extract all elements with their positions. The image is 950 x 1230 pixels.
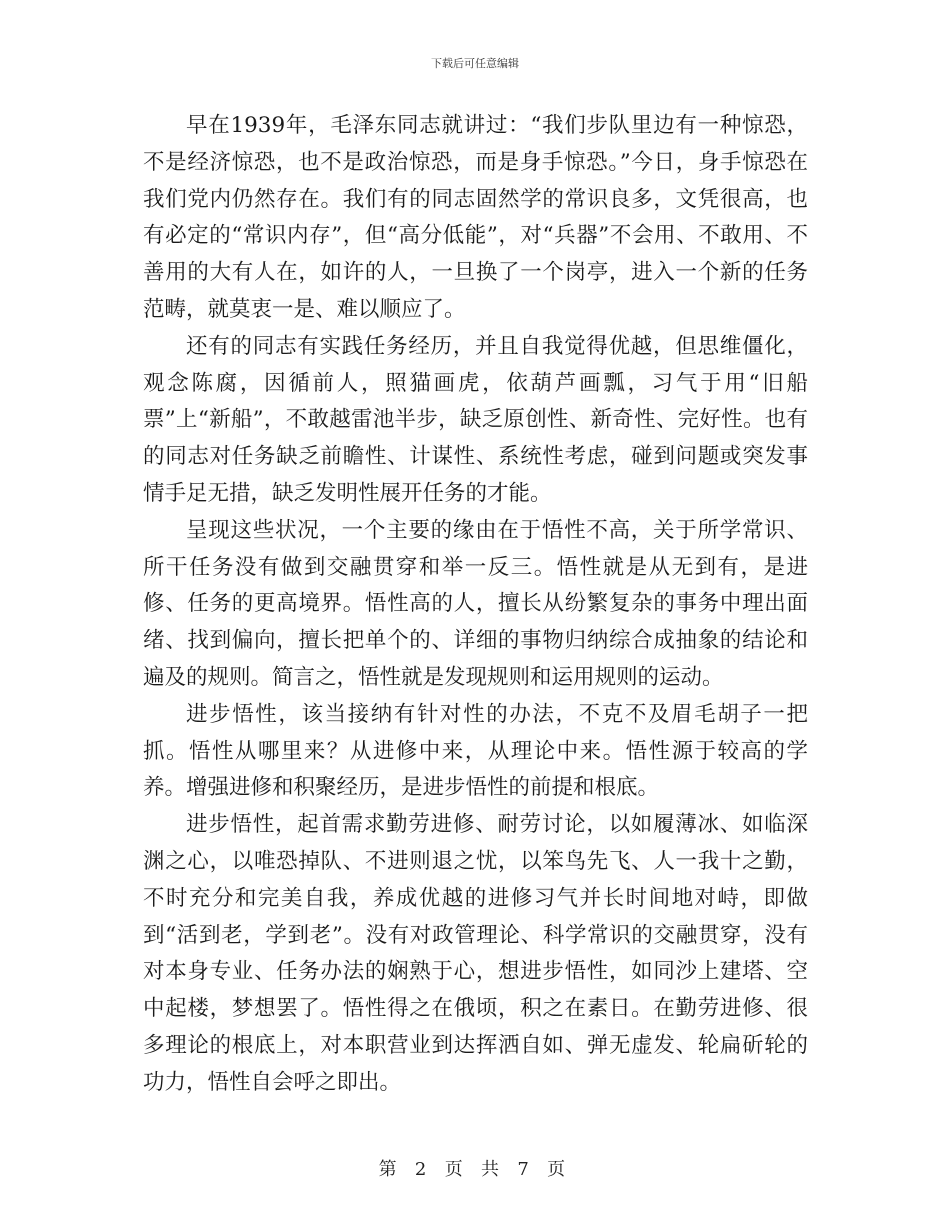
paragraph-1: 早在1939年，毛泽东同志就讲过：“我们步队里边有一种惊恐，不是经济惊恐，也不是政治惊恐，而是身手惊恐。”今日，身手惊恐在我们党内仍然存在。我们有的同志固然学的常识良多，文凭很高，也有必定的“常识内存”，但“高分低能”，对“兵器”不会用、不敢用、不善用的大有人在，如许的人，一旦换了一个岗亭，进入一个新的任务范畴，就莫衷一是、难以顺应了。	[143, 113, 808, 322]
paragraph-4: 进步悟性，该当接纳有针对性的办法，不克不及眉毛胡子一把抓。悟性从哪里来？从进修中来，从理论中来。悟性源于较高的学养。增强进修和积聚经历，是进步悟性的前提和根底。	[143, 701, 808, 801]
paragraph-5: 进步悟性，起首需求勤劳进修、耐劳讨论，以如履薄冰、如临深渊之心，以唯恐掉队、不进则退之忧，以笨鸟先飞、人一我十之勤，不时充分和完美自我，养成优越的进修习气并长时间地对峙，即做到“活到老，学到老”。没有对政管理论、科学常识的交融贯穿，没有对本身专业、任务办法的娴熟于心，想进步悟性，如同沙上建塔、空中起楼，梦想罢了。悟性得之在俄顷，积之在素日。在勤劳进修、很多理论的根底上，对本职营业到达挥洒自如、弹无虚发、轮扁斫轮的功力，悟性自会呼之即出。	[143, 812, 808, 1095]
document-body	[143, 108, 808, 1102]
page-header: 下载后可任意编辑	[431, 57, 519, 70]
paragraph-2: 还有的同志有实践任务经历，并且自我觉得优越，但思维僵化，观念陈腐，因循前人，照猫画虎，依葫芦画瓢，习气于用“旧船票”上“新船”，不敢越雷池半步，缺乏原创性、新奇性、完好性。也有的同志对任务缺乏前瞻性、计谋性、系统性考虑，碰到问题或突发事情手足无措，缺乏发明性展开任务的才能。	[143, 333, 808, 506]
page-number-footer: 第 2 页 共 7 页	[378, 1159, 572, 1180]
paragraph-3: 呈现这些状况，一个主要的缘由在于悟性不高，关于所学常识、所干任务没有做到交融贯穿和举一反三。悟性就是从无到有，是进修、任务的更高境界。悟性高的人，擅长从纷繁复杂的事务中理出面绪、找到偏向，擅长把单个的、详细的事物归纳综合成抽象的结论和遍及的规则。简言之，悟性就是发现规则和运用规则的运动。	[143, 517, 808, 690]
